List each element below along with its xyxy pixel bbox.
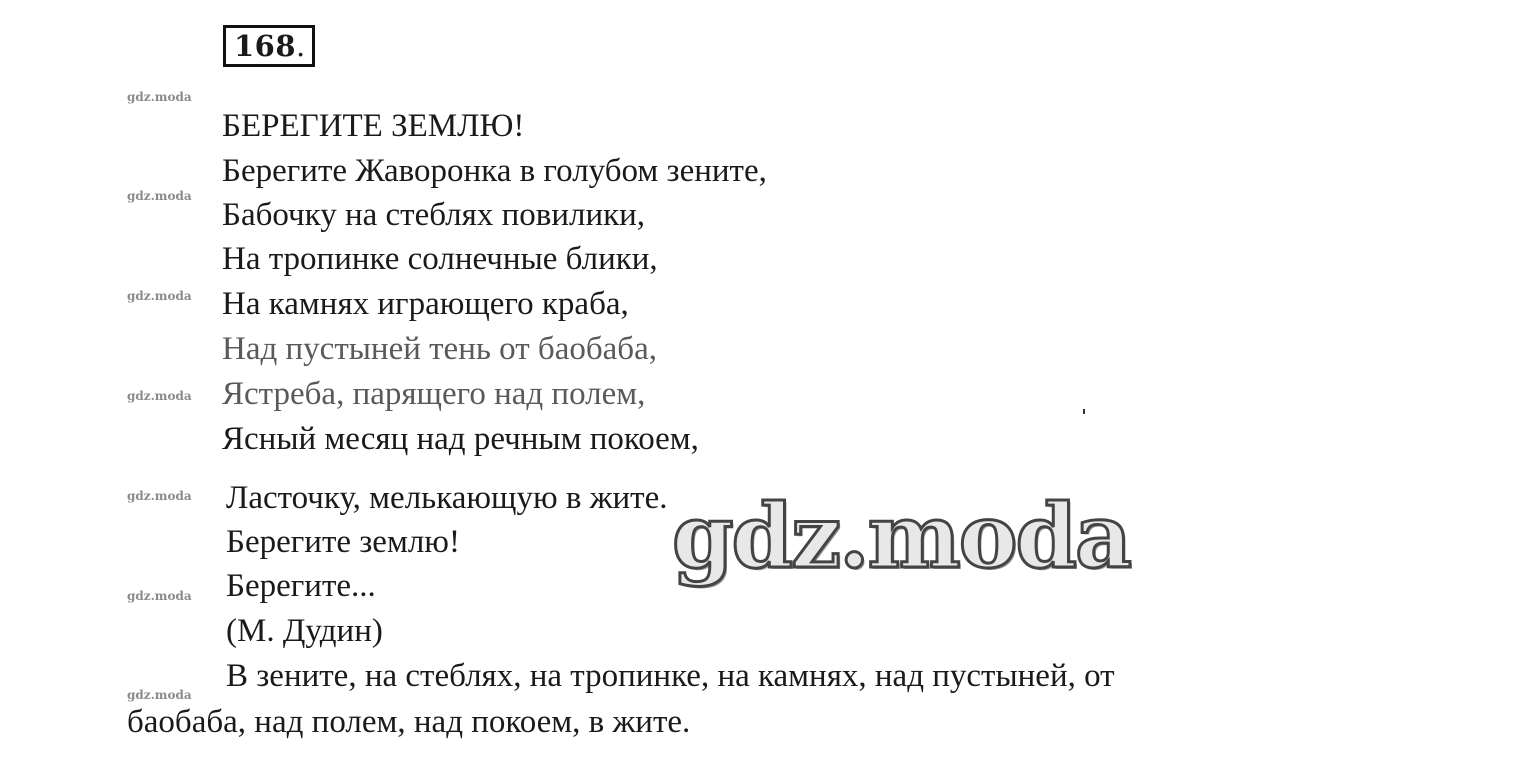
poem-line: Над пустыней тень от баобаба, — [222, 331, 657, 367]
poem-line: На камнях играющего краба, — [222, 286, 629, 322]
watermark-small: gdz.moda — [127, 289, 192, 303]
watermark-small: gdz.moda — [127, 389, 192, 403]
poem-line: Берегите... — [226, 568, 376, 604]
exercise-number-box — [223, 25, 315, 67]
watermark-small: gdz.moda — [127, 189, 192, 203]
poem-author: (М. Дудин) — [226, 613, 383, 649]
watermark-large: gdz.moda — [672, 484, 1131, 588]
watermark-small: gdz.moda — [127, 589, 192, 603]
watermark-small: gdz.moda — [127, 90, 192, 104]
poem-line: Берегите Жаворонка в голубом зените, — [222, 153, 767, 189]
poem-line: Берегите землю! — [226, 524, 460, 560]
answer-line: баобаба, над полем, над покоем, в жите. — [127, 704, 691, 740]
poem-title: БЕРЕГИТЕ ЗЕМЛЮ! — [222, 108, 525, 144]
scan-mark — [1083, 409, 1085, 414]
poem-line: Ясный месяц над речным покоем, — [222, 421, 699, 457]
watermark-small: gdz.moda — [127, 489, 192, 503]
poem-line: На тропинке солнечные блики, — [222, 241, 658, 277]
poem-line: Ястреба, парящего над полем, — [222, 376, 646, 412]
exercise-number-value: 168 — [234, 28, 297, 63]
answer-line: В зените, на стеблях, на тропинке, на камнях, над пустыней, от — [226, 658, 1115, 694]
exercise-number-dot: . — [296, 28, 306, 63]
watermark-small: gdz.moda — [127, 688, 192, 702]
poem-line: Бабочку на стеблях повилики, — [222, 197, 646, 233]
exercise-number — [223, 27, 315, 67]
poem-line: Ласточку, мелькающую в жите. — [226, 480, 668, 516]
